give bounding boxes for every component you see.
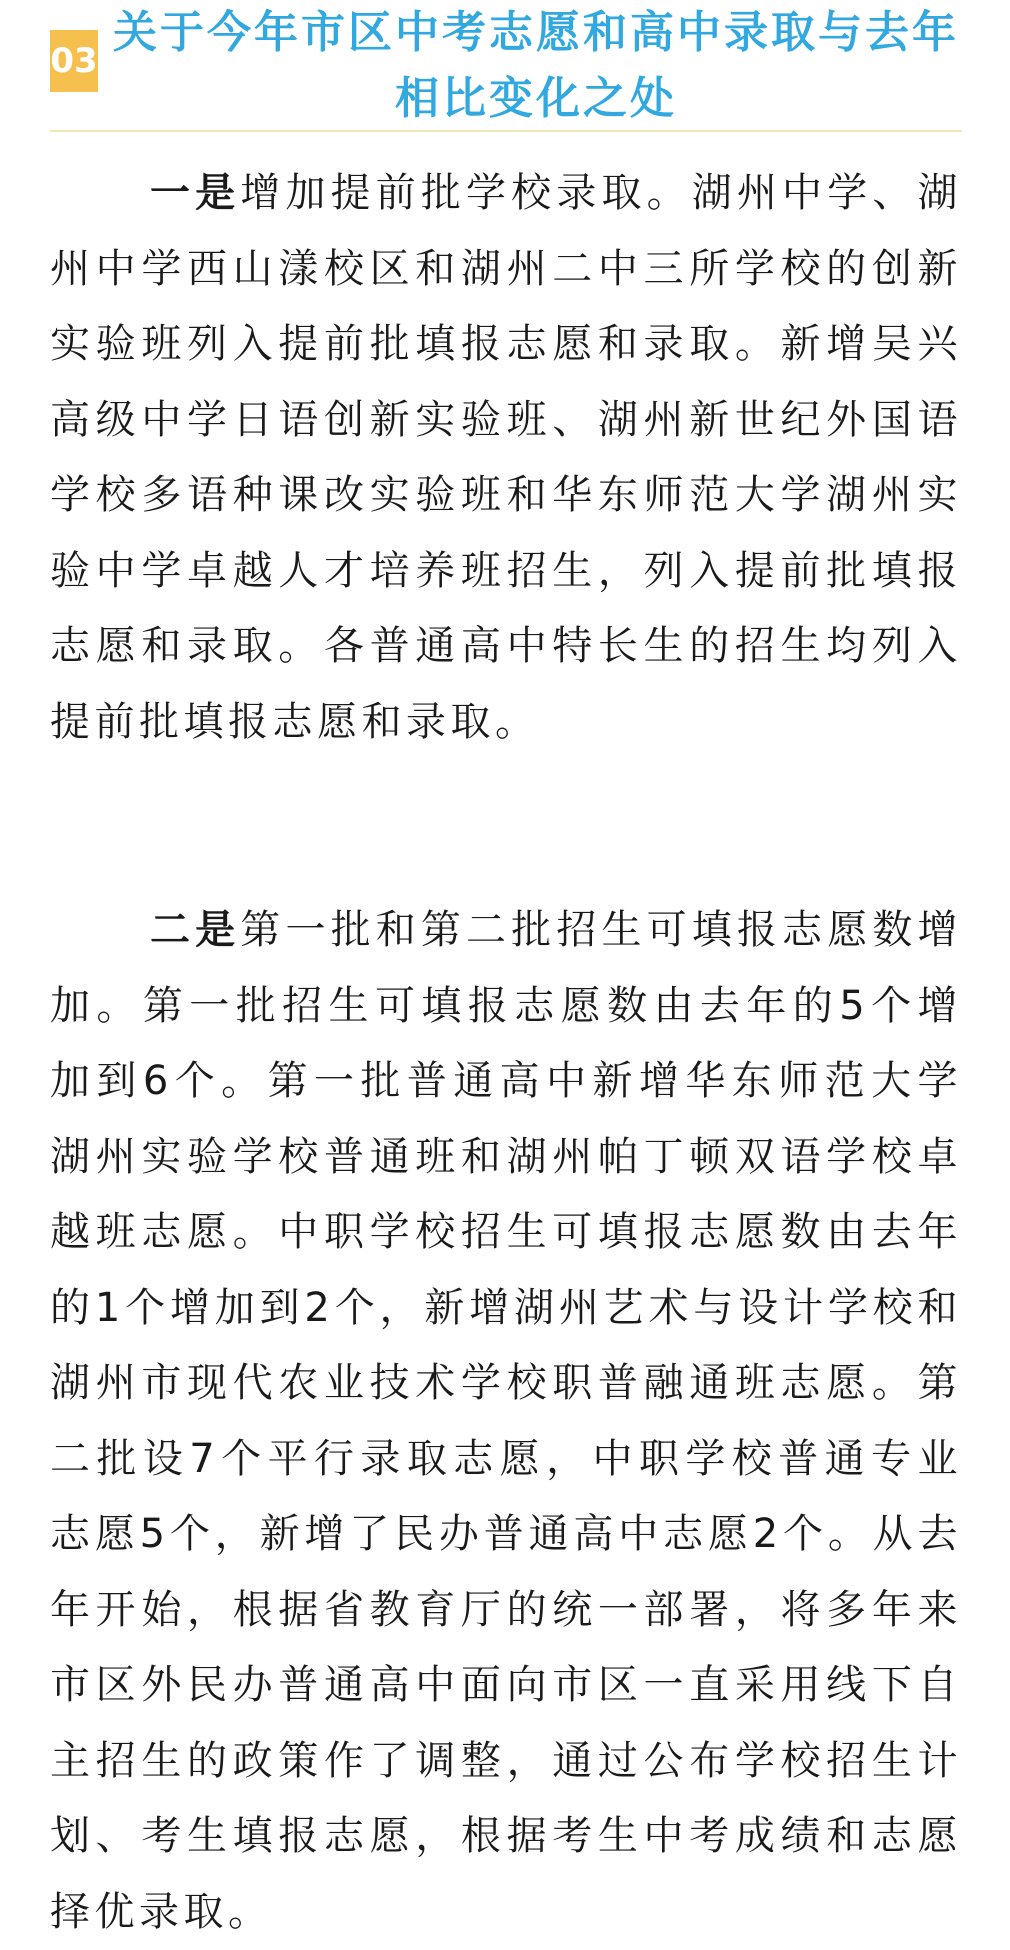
section-title: 关于今年市区中考志愿和高中录取与去年相比变化之处 — [113, 7, 959, 124]
paragraph-1-text: 增加提前批学校录取。湖州中学、湖州中学西山漾校区和湖州二中三所学校的创新实验班列入提前批填报志愿和录取。新增吴兴高级中学日语创新实验班、湖州新世纪外国语学校多语种课改实验班和华东师范大学湖州实验中学卓越人才培养班招生，列入提前批填报志愿和录取。各普通高中特长生的招生均列入提前批填报志愿和录取。 — [50, 170, 963, 745]
paragraph-2-lead: 二是 — [150, 907, 241, 953]
paragraph-2-text: 第一批和第二批招生可填报志愿数增加。第一批招生可填报志愿数由去年的5个增加到6个。第一批普通高中新增华东师范大学湖州实验学校普通班和湖州帕丁顿双语学校卓越班志愿。中职学校招生可填报志愿数由去年的1个增加到2个，新增湖州艺术与设计学校和湖州市现代农业技术学校职普融通班志愿。第二批设7个平行录取志愿，中职学校普通专业志愿5个，新增了民办普通高中志愿2个。从去年开始，根据省教育厅的统一部署，将多年来市区外民办普通高中面向市区一直采用线下自主招生的政策作了调整，通过公布学校招生计划、考生填报志愿，根据考生中考成绩和志愿择优录取。 — [50, 907, 963, 1935]
paragraph-2 — [50, 893, 962, 1950]
section-number-badge: 03 — [50, 30, 98, 92]
section-header — [50, 0, 962, 132]
paragraph-1 — [50, 156, 962, 760]
paragraph-1-lead: 一是 — [150, 170, 241, 216]
